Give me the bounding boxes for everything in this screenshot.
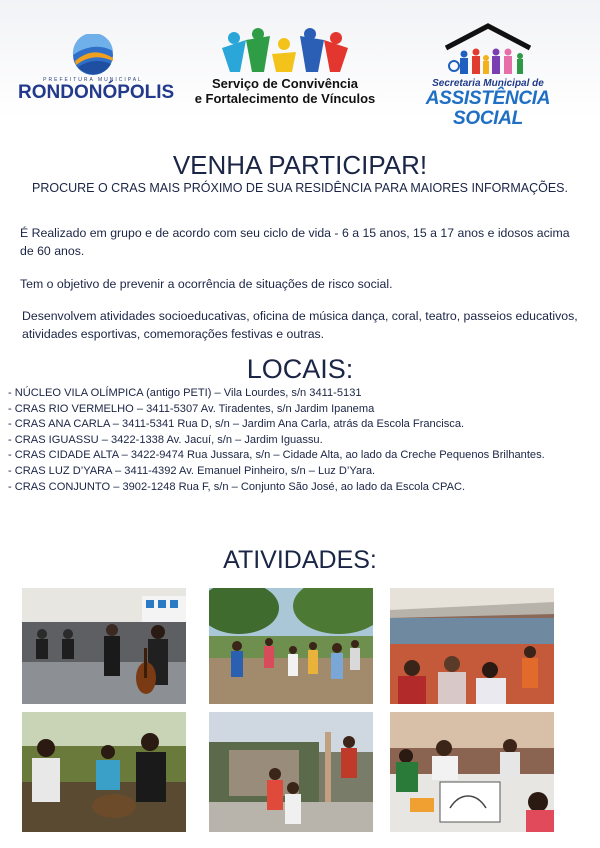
- photo-music-class: [22, 588, 186, 704]
- list-item: - CRAS LUZ D’YARA – 3411-4392 Av. Emanuel Pinheiro, s/n – Luz D’Yara.: [8, 464, 376, 477]
- logo-left-name: RONDONÓPOLIS: [18, 82, 175, 103]
- logo-left-subtitle: PREFEITURA MUNICIPAL: [43, 77, 143, 83]
- photo-outdoor-group: [209, 588, 373, 704]
- paragraph-objective: Tem o objetivo de prevenir a ocorrência de situações de risco social.: [20, 277, 393, 291]
- list-item: - CRAS IGUASSU – 3422-1338 Av. Jacuí, s/n – Jardim Iguassu.: [8, 433, 323, 446]
- headline: VENHA PARTICIPAR!: [172, 150, 428, 180]
- logo-right-line1: Secretaria Municipal de: [432, 78, 544, 89]
- list-item: - CRAS ANA CARLA – 3411-5341 Rua D, s/n – Jardim Ana Carla, atrás da Escola Francisca.: [8, 418, 465, 431]
- photo-theater-scene: [209, 712, 373, 832]
- list-item: - NÚCLEO VILA OLÍMPICA (antigo PETI) – Vila Lourdes, s/n 3411-5131: [8, 387, 362, 399]
- people-group-icon: [220, 26, 350, 76]
- family-house-icon: [440, 22, 536, 78]
- locais-title: LOCAIS:: [246, 354, 354, 384]
- photo-pavilion-event: [390, 588, 554, 704]
- list-item: - CRAS RIO VERMELHO – 3411-5307 Av. Tiradentes, s/n Jardim Ipanema: [8, 402, 375, 415]
- logo-right-line2: ASSISTÊNCIA SOCIAL: [425, 88, 551, 129]
- logo-center-line1: Serviço de Convivência: [212, 76, 358, 91]
- atividades-title: ATIVIDADES:: [223, 546, 377, 574]
- rondonopolis-emblem-icon: [70, 34, 116, 76]
- logo-center-line2: e Fortalecimento de Vínculos: [194, 91, 376, 106]
- photo-gardening: [22, 712, 186, 832]
- paragraph-activities: Desenvolvem atividades socioeducativas, oficina de música dança, coral, teatro, passeios educativos, atividades esportivas, comemorações festivas e outras.: [22, 309, 578, 341]
- list-item: - CRAS CONJUNTO – 3902-1248 Rua F, s/n – Conjunto São José, ao lado da Escola CPAC.: [8, 480, 466, 493]
- scfv-logo: [186, 26, 384, 114]
- paragraph-age-groups: É Realizado em grupo e de acordo com seu ciclo de vida - 6 a 15 anos, 15 a 17 anos e idosos acima de 60 anos.: [20, 226, 570, 258]
- locais-list: [8, 386, 598, 495]
- rondonopolis-logo: [18, 34, 175, 114]
- list-item: - CRAS CIDADE ALTA – 3422-9474 Rua Jussara, s/n – Cidade Alta, ao lado da Creche Pequenos Brilhantes.: [8, 449, 545, 462]
- assistencia-social-logo: [402, 22, 574, 129]
- header-banner: [0, 0, 600, 129]
- photo-drawing-activity: [390, 712, 554, 832]
- subheadline: PROCURE O CRAS MAIS PRÓXIMO DE SUA RESIDÊNCIA PARA MAIORES INFORMAÇÕES.: [32, 181, 568, 195]
